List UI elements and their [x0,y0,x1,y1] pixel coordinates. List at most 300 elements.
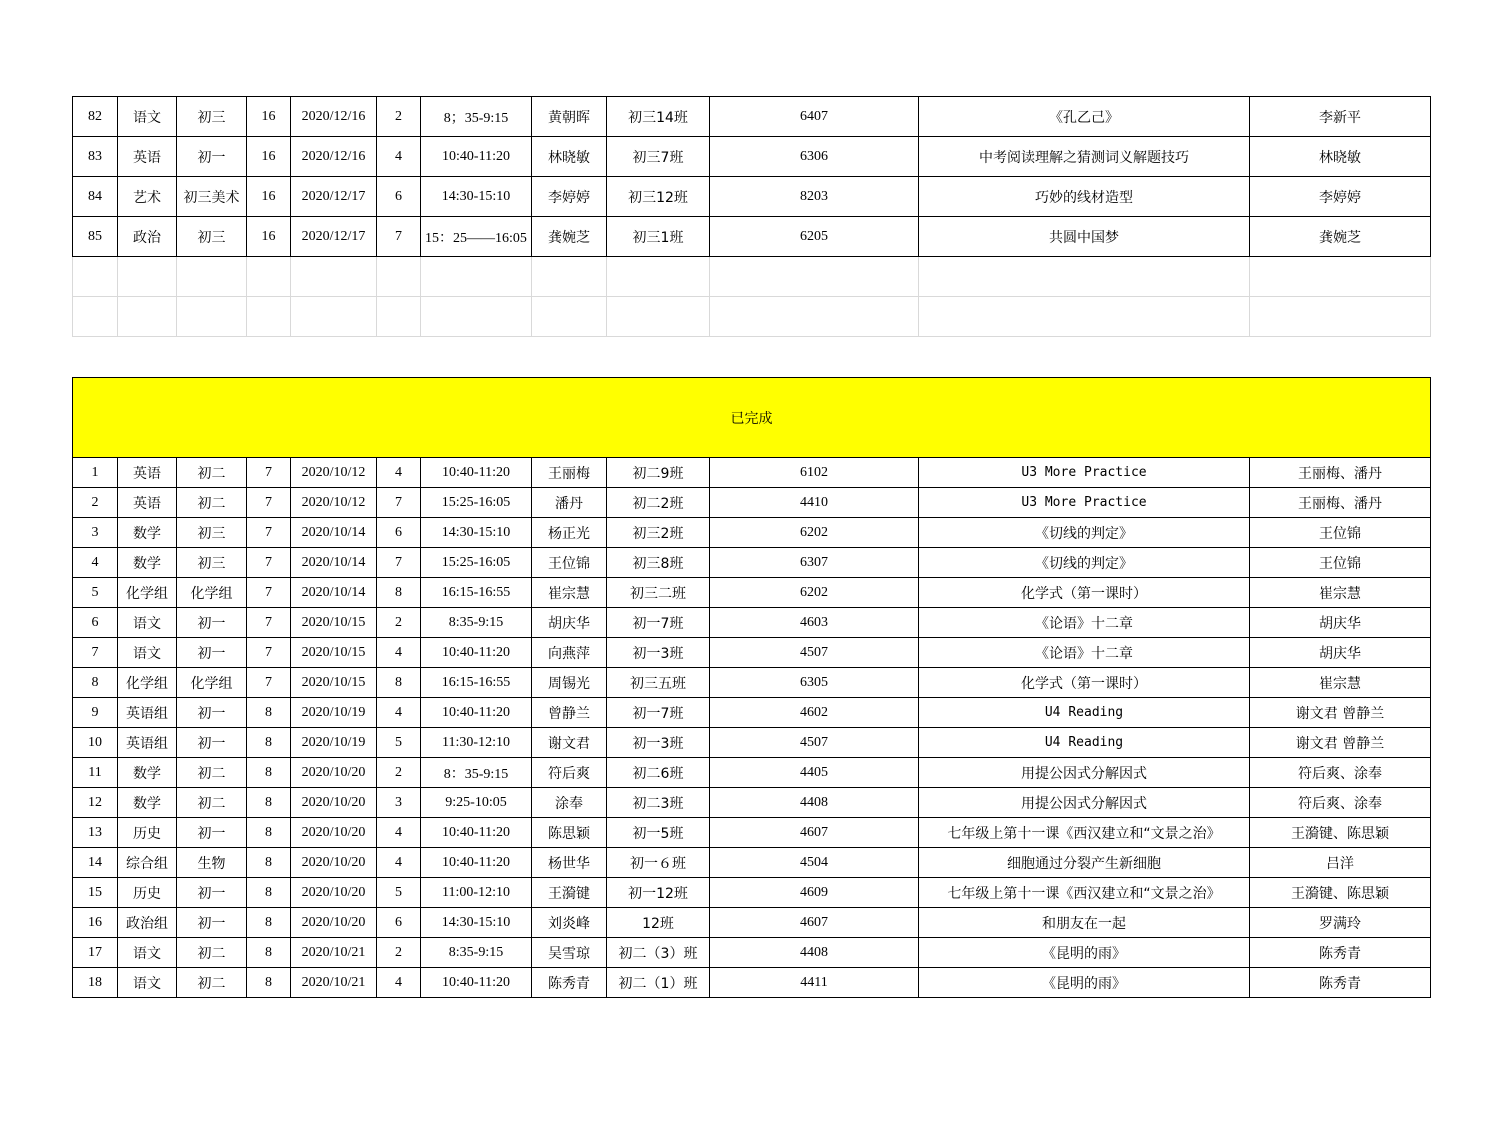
cell-topic: U4 Reading [919,728,1250,758]
empty-cell [1250,257,1431,297]
cell-class: 初二2班 [607,488,710,518]
table-row [73,728,1431,758]
cell-reviewer: 吕洋 [1250,848,1431,878]
cell-grade: 化学组 [177,578,247,608]
cell-reviewer: 胡庆华 [1250,608,1431,638]
cell-room: 4408 [710,938,919,968]
cell-week: 8 [247,908,291,938]
cell-index: 11 [73,758,118,788]
cell-subject: 语文 [118,638,177,668]
cell-teacher: 向燕萍 [532,638,607,668]
cell-teacher: 王丽梅 [532,458,607,488]
cell-week: 7 [247,578,291,608]
schedule-table-upcoming [72,96,1431,337]
table-row [73,788,1431,818]
cell-room: 4504 [710,848,919,878]
cell-date: 2020/10/14 [291,548,377,578]
cell-teacher: 崔宗慧 [532,578,607,608]
cell-grade: 初一 [177,638,247,668]
cell-topic: 用提公因式分解因式 [919,758,1250,788]
cell-date: 2020/10/20 [291,758,377,788]
cell-room: 4607 [710,818,919,848]
cell-reviewer: 李婷婷 [1250,177,1431,217]
cell-index: 7 [73,638,118,668]
cell-room: 6307 [710,548,919,578]
cell-index: 83 [73,137,118,177]
cell-index: 17 [73,938,118,968]
cell-reviewer: 王丽梅、潘丹 [1250,488,1431,518]
cell-period: 7 [377,548,421,578]
cell-room: 4411 [710,968,919,998]
cell-date: 2020/10/14 [291,518,377,548]
cell-room: 6306 [710,137,919,177]
table-row [73,878,1431,908]
cell-topic: U3 More Practice [919,488,1250,518]
cell-topic: 《论语》十二章 [919,608,1250,638]
cell-class: 初三8班 [607,548,710,578]
cell-week: 7 [247,488,291,518]
cell-reviewer: 崔宗慧 [1250,668,1431,698]
empty-cell [73,257,118,297]
table-row [73,758,1431,788]
empty-cell [607,297,710,337]
cell-class: 初三2班 [607,518,710,548]
table-row [73,698,1431,728]
cell-reviewer: 符后爽、涂奉 [1250,758,1431,788]
empty-cell [291,257,377,297]
cell-grade: 初二 [177,938,247,968]
cell-topic: 《切线的判定》 [919,518,1250,548]
table-row [73,668,1431,698]
table-row [73,578,1431,608]
cell-time: 15:25-16:05 [421,488,532,518]
empty-cell [710,297,919,337]
cell-class: 初三1班 [607,217,710,257]
cell-room: 4603 [710,608,919,638]
empty-cell [291,297,377,337]
cell-grade: 初一 [177,698,247,728]
cell-week: 16 [247,217,291,257]
cell-teacher: 周锡光 [532,668,607,698]
cell-topic: 中考阅读理解之猜测词义解题技巧 [919,137,1250,177]
cell-topic: 用提公因式分解因式 [919,788,1250,818]
cell-subject: 数学 [118,518,177,548]
cell-reviewer: 王漪键、陈思颖 [1250,878,1431,908]
cell-reviewer: 王位锦 [1250,548,1431,578]
cell-index: 16 [73,908,118,938]
cell-period: 6 [377,518,421,548]
empty-cell [919,297,1250,337]
table-row [73,137,1431,177]
cell-time: 15:25-16:05 [421,548,532,578]
cell-week: 8 [247,818,291,848]
cell-index: 8 [73,668,118,698]
cell-subject: 政治组 [118,908,177,938]
cell-subject: 英语 [118,458,177,488]
cell-class: 初一12班 [607,878,710,908]
cell-subject: 英语 [118,137,177,177]
empty-cell [421,297,532,337]
table-row [73,548,1431,578]
cell-time: 10:40-11:20 [421,968,532,998]
cell-period: 4 [377,968,421,998]
cell-subject: 综合组 [118,848,177,878]
cell-subject: 英语组 [118,698,177,728]
cell-time: 10:40-11:20 [421,848,532,878]
cell-grade: 初三 [177,518,247,548]
cell-topic: U4 Reading [919,698,1250,728]
cell-period: 6 [377,908,421,938]
cell-week: 8 [247,788,291,818]
cell-week: 7 [247,518,291,548]
cell-teacher: 李婷婷 [532,177,607,217]
table-row [73,217,1431,257]
cell-date: 2020/10/20 [291,908,377,938]
cell-grade: 初一 [177,878,247,908]
cell-class: 初三12班 [607,177,710,217]
table-row [73,638,1431,668]
cell-reviewer: 崔宗慧 [1250,578,1431,608]
cell-date: 2020/10/21 [291,968,377,998]
cell-time: 10:40-11:20 [421,137,532,177]
table-row [73,818,1431,848]
cell-index: 6 [73,608,118,638]
empty-cell [177,257,247,297]
cell-room: 8203 [710,177,919,217]
cell-index: 15 [73,878,118,908]
cell-index: 4 [73,548,118,578]
cell-subject: 语文 [118,97,177,137]
cell-teacher: 胡庆华 [532,608,607,638]
cell-teacher: 陈思颖 [532,818,607,848]
cell-index: 14 [73,848,118,878]
cell-week: 16 [247,177,291,217]
cell-teacher: 符后爽 [532,758,607,788]
empty-cell [532,257,607,297]
cell-period: 4 [377,638,421,668]
cell-time: 11:30-12:10 [421,728,532,758]
cell-time: 14:30-15:10 [421,177,532,217]
completed-banner: 已完成 [73,378,1431,458]
cell-teacher: 林晓敏 [532,137,607,177]
empty-cell [710,257,919,297]
empty-cell [247,297,291,337]
cell-week: 8 [247,938,291,968]
table-row [73,938,1431,968]
cell-grade: 生物 [177,848,247,878]
empty-cell [607,257,710,297]
cell-period: 4 [377,698,421,728]
cell-index: 2 [73,488,118,518]
cell-class: 初一5班 [607,818,710,848]
cell-period: 2 [377,758,421,788]
cell-subject: 语文 [118,968,177,998]
cell-period: 5 [377,878,421,908]
cell-time: 10:40-11:20 [421,698,532,728]
cell-reviewer: 龚婉芝 [1250,217,1431,257]
cell-period: 8 [377,668,421,698]
cell-week: 8 [247,758,291,788]
cell-time: 15：25——16:05 [421,217,532,257]
cell-grade: 初二 [177,458,247,488]
cell-topic: 化学式（第一课时） [919,578,1250,608]
cell-time: 10:40-11:20 [421,818,532,848]
cell-subject: 化学组 [118,668,177,698]
cell-period: 7 [377,217,421,257]
cell-grade: 初一 [177,818,247,848]
cell-week: 8 [247,968,291,998]
cell-date: 2020/10/20 [291,818,377,848]
cell-room: 4507 [710,728,919,758]
cell-teacher: 陈秀青 [532,968,607,998]
cell-week: 16 [247,137,291,177]
cell-index: 84 [73,177,118,217]
cell-index: 85 [73,217,118,257]
cell-time: 14:30-15:10 [421,518,532,548]
cell-topic: 巧妙的线材造型 [919,177,1250,217]
cell-time: 16:15-16:55 [421,668,532,698]
cell-topic: 和朋友在一起 [919,908,1250,938]
cell-week: 8 [247,878,291,908]
cell-class: 初三14班 [607,97,710,137]
cell-index: 18 [73,968,118,998]
cell-room: 6305 [710,668,919,698]
cell-teacher: 王漪键 [532,878,607,908]
cell-date: 2020/10/14 [291,578,377,608]
cell-topic: 《论语》十二章 [919,638,1250,668]
table-row [73,177,1431,217]
cell-class: 初二（3）班 [607,938,710,968]
cell-time: 11:00-12:10 [421,878,532,908]
cell-teacher: 谢文君 [532,728,607,758]
cell-class: 初一7班 [607,608,710,638]
cell-week: 7 [247,668,291,698]
cell-reviewer: 陈秀青 [1250,968,1431,998]
cell-room: 6407 [710,97,919,137]
cell-reviewer: 王漪键、陈思颖 [1250,818,1431,848]
cell-reviewer: 谢文君 曾静兰 [1250,728,1431,758]
cell-period: 2 [377,608,421,638]
empty-cell [73,297,118,337]
cell-teacher: 杨世华 [532,848,607,878]
cell-grade: 初一 [177,728,247,758]
table-row [73,908,1431,938]
empty-cell [1250,297,1431,337]
cell-reviewer: 王丽梅、潘丹 [1250,458,1431,488]
cell-grade: 初二 [177,968,247,998]
cell-topic: 《孔乙己》 [919,97,1250,137]
cell-room: 4405 [710,758,919,788]
table-row [73,848,1431,878]
cell-teacher: 王位锦 [532,548,607,578]
cell-class: 初三7班 [607,137,710,177]
empty-cell [118,257,177,297]
cell-subject: 化学组 [118,578,177,608]
cell-topic: 《昆明的雨》 [919,968,1250,998]
table-row [73,968,1431,998]
cell-subject: 英语 [118,488,177,518]
cell-topic: 细胞通过分裂产生新细胞 [919,848,1250,878]
cell-time: 16:15-16:55 [421,578,532,608]
table-row [73,608,1431,638]
empty-row [73,257,1431,297]
cell-class: 初三五班 [607,668,710,698]
cell-date: 2020/10/21 [291,938,377,968]
cell-subject: 历史 [118,878,177,908]
cell-class: 初二3班 [607,788,710,818]
cell-index: 9 [73,698,118,728]
cell-reviewer: 李新平 [1250,97,1431,137]
table-row [73,97,1431,137]
cell-teacher: 刘炎峰 [532,908,607,938]
cell-week: 7 [247,638,291,668]
cell-period: 8 [377,578,421,608]
cell-topic: U3 More Practice [919,458,1250,488]
cell-grade: 化学组 [177,668,247,698]
cell-topic: 七年级上第十一课《西汉建立和“文景之治》 [919,818,1250,848]
completed-banner-row [73,378,1431,458]
cell-week: 8 [247,698,291,728]
cell-subject: 语文 [118,608,177,638]
cell-reviewer: 胡庆华 [1250,638,1431,668]
cell-index: 12 [73,788,118,818]
cell-index: 10 [73,728,118,758]
cell-room: 4602 [710,698,919,728]
cell-subject: 历史 [118,818,177,848]
empty-cell [421,257,532,297]
cell-period: 4 [377,848,421,878]
cell-grade: 初二 [177,788,247,818]
cell-topic: 共圆中国梦 [919,217,1250,257]
cell-teacher: 黄朝晖 [532,97,607,137]
table-row [73,458,1431,488]
table-row [73,488,1431,518]
cell-topic: 《昆明的雨》 [919,938,1250,968]
cell-topic: 七年级上第十一课《西汉建立和“文景之治》 [919,878,1250,908]
schedule-table-completed [72,377,1431,998]
cell-period: 4 [377,458,421,488]
cell-grade: 初一 [177,908,247,938]
cell-teacher: 涂奉 [532,788,607,818]
cell-date: 2020/12/17 [291,177,377,217]
cell-date: 2020/12/16 [291,137,377,177]
cell-subject: 政治 [118,217,177,257]
cell-period: 5 [377,728,421,758]
cell-time: 9:25-10:05 [421,788,532,818]
cell-week: 7 [247,548,291,578]
cell-reviewer: 符后爽、涂奉 [1250,788,1431,818]
cell-week: 8 [247,848,291,878]
cell-index: 13 [73,818,118,848]
cell-subject: 英语组 [118,728,177,758]
cell-period: 2 [377,97,421,137]
cell-room: 6205 [710,217,919,257]
cell-date: 2020/10/20 [291,878,377,908]
cell-date: 2020/10/19 [291,698,377,728]
cell-subject: 艺术 [118,177,177,217]
cell-topic: 化学式（第一课时） [919,668,1250,698]
cell-time: 14:30-15:10 [421,908,532,938]
cell-subject: 数学 [118,758,177,788]
empty-cell [377,257,421,297]
empty-cell [118,297,177,337]
cell-grade: 初一 [177,608,247,638]
cell-subject: 语文 [118,938,177,968]
cell-teacher: 龚婉芝 [532,217,607,257]
cell-reviewer: 罗满玲 [1250,908,1431,938]
cell-grade: 初三 [177,97,247,137]
cell-index: 5 [73,578,118,608]
cell-class: 初一６班 [607,848,710,878]
cell-grade: 初一 [177,137,247,177]
cell-time: 10:40-11:20 [421,638,532,668]
cell-grade: 初三 [177,217,247,257]
empty-cell [532,297,607,337]
cell-room: 4609 [710,878,919,908]
cell-time: 8:35-9:15 [421,938,532,968]
cell-reviewer: 谢文君 曾静兰 [1250,698,1431,728]
cell-index: 82 [73,97,118,137]
cell-index: 1 [73,458,118,488]
cell-teacher: 杨正光 [532,518,607,548]
cell-date: 2020/10/19 [291,728,377,758]
cell-date: 2020/10/12 [291,458,377,488]
cell-index: 3 [73,518,118,548]
cell-room: 6102 [710,458,919,488]
cell-room: 4607 [710,908,919,938]
cell-period: 6 [377,177,421,217]
cell-grade: 初二 [177,758,247,788]
cell-class: 初一3班 [607,728,710,758]
cell-class: 初二9班 [607,458,710,488]
empty-cell [377,297,421,337]
empty-cell [247,257,291,297]
cell-subject: 数学 [118,548,177,578]
cell-reviewer: 王位锦 [1250,518,1431,548]
empty-row [73,297,1431,337]
cell-date: 2020/10/15 [291,608,377,638]
cell-room: 4507 [710,638,919,668]
table-row [73,518,1431,548]
cell-period: 4 [377,818,421,848]
cell-grade: 初二 [177,488,247,518]
cell-time: 10:40-11:20 [421,458,532,488]
cell-date: 2020/10/15 [291,638,377,668]
cell-reviewer: 陈秀青 [1250,938,1431,968]
cell-period: 3 [377,788,421,818]
cell-date: 2020/10/12 [291,488,377,518]
cell-week: 7 [247,458,291,488]
cell-period: 2 [377,938,421,968]
cell-time: 8；35-9:15 [421,97,532,137]
cell-teacher: 曾静兰 [532,698,607,728]
cell-date: 2020/12/16 [291,97,377,137]
cell-week: 16 [247,97,291,137]
cell-week: 8 [247,728,291,758]
cell-room: 6202 [710,578,919,608]
cell-date: 2020/10/15 [291,668,377,698]
cell-date: 2020/10/20 [291,788,377,818]
cell-date: 2020/10/20 [291,848,377,878]
cell-teacher: 潘丹 [532,488,607,518]
cell-date: 2020/12/17 [291,217,377,257]
cell-teacher: 吴雪琼 [532,938,607,968]
cell-period: 4 [377,137,421,177]
cell-class: 初三二班 [607,578,710,608]
cell-subject: 数学 [118,788,177,818]
cell-topic: 《切线的判定》 [919,548,1250,578]
cell-reviewer: 林晓敏 [1250,137,1431,177]
